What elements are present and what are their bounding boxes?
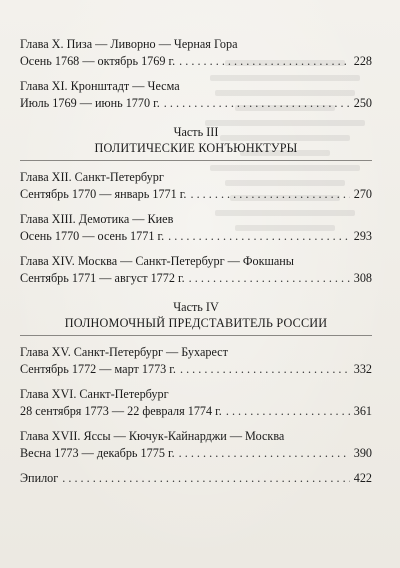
part-name: ПОЛНОМОЧНЫЙ ПРЕДСТАВИТЕЛЬ РОССИИ xyxy=(64,316,328,330)
toc-entry xyxy=(20,386,372,420)
dot-leader xyxy=(189,270,350,287)
chapter-dates-line xyxy=(20,95,372,112)
page-number: 228 xyxy=(353,54,372,68)
chapter-title: Глава X. Пиза — Ливорно — Черная Гора xyxy=(20,37,238,51)
toc-entry xyxy=(20,169,372,203)
chapter-title: Глава XII. Санкт-Петербург xyxy=(20,170,164,184)
part-heading xyxy=(20,124,372,161)
part-number: Часть III xyxy=(173,125,219,139)
page-number: 332 xyxy=(353,362,372,376)
chapter-title: Глава XV. Санкт-Петербург — Бухарест xyxy=(20,345,228,359)
toc-entry xyxy=(20,253,372,287)
chapter-title: Глава XVII. Яссы — Кючук-Кайнарджи — Москва xyxy=(20,429,285,443)
chapter-dates: Осень 1770 — осень 1771 г. xyxy=(20,229,165,243)
toc-entry xyxy=(20,211,372,245)
chapter-dates: Сентябрь 1771 — август 1772 г. xyxy=(20,271,185,285)
dot-leader xyxy=(164,95,350,112)
chapter-dates: Весна 1773 — декабрь 1775 г. xyxy=(20,446,175,460)
chapter-dates-line xyxy=(20,186,372,203)
toc-entry xyxy=(20,78,372,112)
epilog-line xyxy=(20,470,372,487)
chapter-dates-line xyxy=(20,228,372,245)
dot-leader xyxy=(179,445,350,462)
chapter-dates: Сентябрь 1772 — март 1773 г. xyxy=(20,362,176,376)
chapter-dates: 28 сентября 1773 — 22 февраля 1774 г. xyxy=(20,404,222,418)
chapter-dates-line xyxy=(20,445,372,462)
chapter-dates: Осень 1768 — октябрь 1769 г. xyxy=(20,54,176,68)
part-name: ПОЛИТИЧЕСКИЕ КОНЪЮНКТУРЫ xyxy=(94,141,298,155)
page-number: 361 xyxy=(353,404,372,418)
toc-entry-epilog xyxy=(20,470,372,487)
divider xyxy=(20,335,372,336)
chapter-dates: Июль 1769 — июнь 1770 г. xyxy=(20,96,160,110)
part-number: Часть IV xyxy=(173,300,219,314)
chapter-title: Глава XIII. Демотика — Киев xyxy=(20,212,174,226)
page-number: 270 xyxy=(353,187,372,201)
page-number: 390 xyxy=(353,446,372,460)
chapter-dates-line xyxy=(20,270,372,287)
chapter-title: Глава XI. Кронштадт — Чесма xyxy=(20,79,180,93)
toc-entry xyxy=(20,36,372,70)
chapter-dates-line xyxy=(20,53,372,70)
dot-leader xyxy=(190,186,349,203)
chapter-title: Глава XVI. Санкт-Петербург xyxy=(20,387,169,401)
part-heading xyxy=(20,299,372,336)
page-number: 308 xyxy=(353,271,372,285)
epilog-title: Эпилог xyxy=(20,471,59,485)
dot-leader xyxy=(226,403,350,420)
divider xyxy=(20,160,372,161)
page-number: 422 xyxy=(353,471,372,485)
table-of-contents xyxy=(20,36,372,495)
dot-leader xyxy=(62,470,349,487)
dot-leader xyxy=(168,228,350,245)
chapter-dates-line xyxy=(20,403,372,420)
chapter-title: Глава XIV. Москва — Санкт-Петербург — Фокшаны xyxy=(20,254,294,268)
chapter-dates-line xyxy=(20,361,372,378)
page-number: 293 xyxy=(353,229,372,243)
dot-leader xyxy=(180,361,350,378)
page-number: 250 xyxy=(353,96,372,110)
chapter-dates: Сентябрь 1770 — январь 1771 г. xyxy=(20,187,187,201)
dot-leader xyxy=(179,53,350,70)
toc-entry xyxy=(20,428,372,462)
toc-entry xyxy=(20,344,372,378)
